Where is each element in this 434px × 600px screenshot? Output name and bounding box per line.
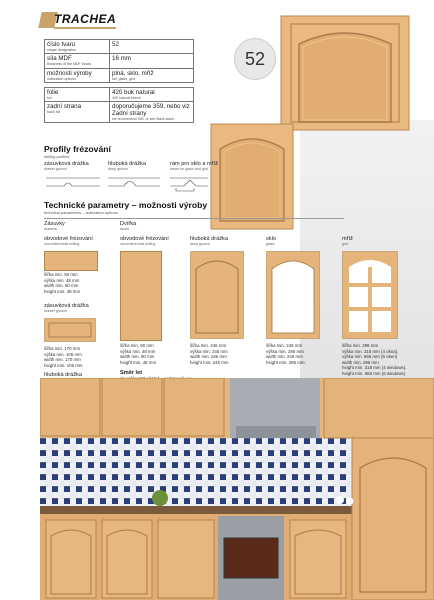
drawer-groove-sample xyxy=(44,318,96,342)
spec-label-sub: thickness of the MDF board xyxy=(47,62,91,67)
spec-row xyxy=(45,87,194,101)
tech-subtitle: technical parameters – realization options xyxy=(44,210,118,215)
spec-row xyxy=(45,54,194,68)
spec-row xyxy=(45,40,194,54)
profile-sub: frame for glass and grid xyxy=(170,167,208,172)
column-sub: glass xyxy=(266,242,275,247)
tech-title: Technické parametry – možnosti výroby xyxy=(44,200,208,210)
dims-door-flat: šířka min. 90 mm výška min. 48 mm width min. 90 mm height min. 48 mm xyxy=(120,343,157,365)
door-deep-groove-sample xyxy=(190,251,244,339)
spec-label: síla MDF xyxy=(47,55,72,63)
profile-label: rám pro sklo a mříž xyxy=(170,161,218,167)
grain-title: Směr let xyxy=(120,370,143,376)
column-label: sklo xyxy=(266,236,276,242)
spec-label-sub: back foil xyxy=(47,110,61,115)
column-sub: deep groove xyxy=(190,242,210,247)
spec-value-sub: we recommend 359, or see Back sides xyxy=(112,117,174,122)
logo-underline xyxy=(54,27,116,29)
column-label: mříž xyxy=(342,236,353,242)
spec-value: 16 mm xyxy=(112,55,131,63)
door-photo-small xyxy=(210,123,294,230)
dims-drawer-flat: šířka min. 50 mm výška min. 48 mm width min. 50 mm height min. 48 mm xyxy=(44,272,81,294)
spec-value: plná, sklo, mříž xyxy=(112,69,154,77)
spec-label: zadní strana xyxy=(47,103,82,110)
profiles-section xyxy=(44,144,111,159)
drawer-flat-sample xyxy=(44,251,98,271)
background-shade xyxy=(300,120,434,380)
drawers-sub: drawers xyxy=(44,227,57,232)
column-label: obvodové frézování xyxy=(44,236,93,242)
column-label: hluboká drážka xyxy=(190,236,228,242)
kitchen-photo xyxy=(40,378,434,600)
profile-label: hluboká drážka xyxy=(108,161,146,167)
divider xyxy=(44,218,344,219)
spec-row xyxy=(45,68,194,82)
brand-name: TRACHEA xyxy=(54,12,117,26)
column-sub: circumferencial milling xyxy=(120,242,156,247)
doors-label: Dvířka xyxy=(120,221,137,227)
dims-door-glass: šířka min. 246 mm výška min. 286 mm width min. 246 mm height min. 286 mm xyxy=(266,343,305,365)
dims-door-deep: šířka min. 246 mm výška min. 246 mm width min. 246 mm height min. 246 mm xyxy=(190,343,229,365)
column-label: obvodové frézování xyxy=(120,236,169,242)
spec-table xyxy=(44,39,194,123)
spec-row xyxy=(45,102,194,123)
deep-groove-label: hluboká drážka xyxy=(44,372,82,378)
spec-label-sub: foil xyxy=(47,95,52,100)
tech-section xyxy=(44,200,207,215)
brand-logo xyxy=(40,8,120,32)
profiles-title: Profily frézování xyxy=(44,144,111,154)
doors-sub: doors xyxy=(120,227,129,232)
spec-value: 52 xyxy=(112,41,119,48)
profile-drawings xyxy=(44,174,210,192)
profiles-subtitle: milling profiles xyxy=(44,154,70,159)
spec-label: folie xyxy=(47,88,59,96)
spec-label-sub: realization options xyxy=(47,76,76,81)
spec-label-sub: shape designation xyxy=(47,48,77,53)
dims-drawer-groove: šířka min. 170 mm výška min. 106 mm width min. 170 mm height min. 106 mm xyxy=(44,346,83,368)
drawer-groove-sub: drawer groove xyxy=(44,309,67,314)
spec-label: číslo tvaru xyxy=(47,41,76,48)
page-number-badge: 52 xyxy=(234,38,276,80)
door-photo-large xyxy=(279,14,411,132)
drawers-label: Zásuvky xyxy=(44,221,65,227)
drawer-groove-label: zásuvková drážka xyxy=(44,303,89,309)
spec-label: možnosti výroby xyxy=(47,69,92,77)
door-glass-sample xyxy=(266,251,320,339)
door-flat-sample xyxy=(120,251,162,341)
column-sub: grid xyxy=(342,242,348,247)
spec-value: doporučujeme 359, nebo viz Zadní strany xyxy=(112,103,190,118)
dims-door-grid: šířka min. 296 mm výška min. 318 mm (4 okna), výška min. 666 mm (6 oken) width min. 296 mm height min. 318 mm (4 windows), height min. 666 mm (6 windows) xyxy=(342,343,407,376)
profile-sub: deep groove xyxy=(108,167,128,172)
column-sub: circumferencial milling xyxy=(44,242,80,247)
spec-value: 420 buk natural xyxy=(112,88,155,96)
door-grid-sample xyxy=(342,251,398,339)
spec-value-sub: 420 natural beech xyxy=(112,95,141,100)
profile-sub: drawer groove xyxy=(44,167,67,172)
profile-label: zásuvková drážka xyxy=(44,161,89,167)
spec-value-sub: full, glass, grid xyxy=(112,76,135,81)
